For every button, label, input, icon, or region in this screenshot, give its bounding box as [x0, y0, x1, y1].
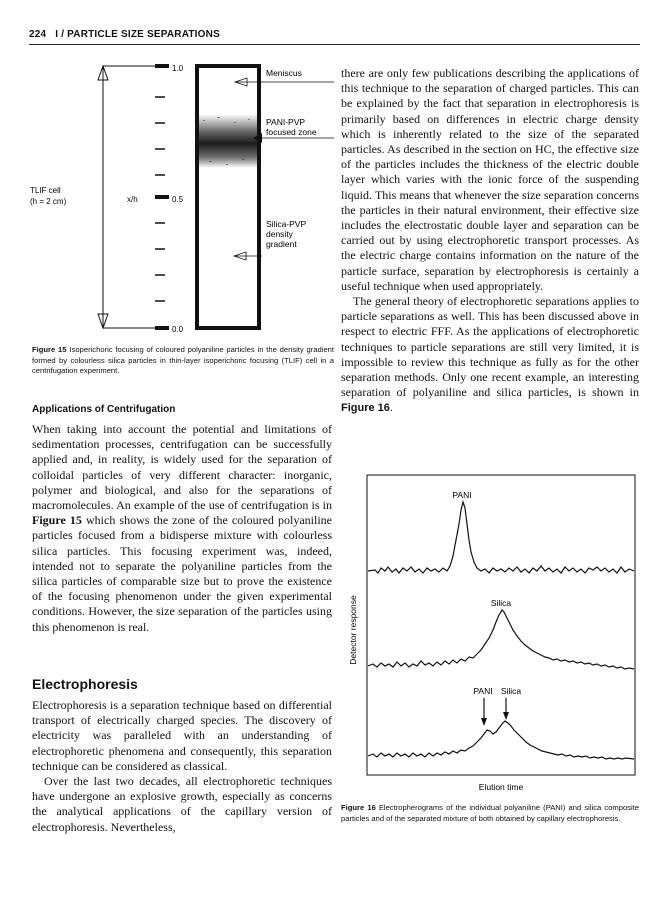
pani-focused-band [199, 114, 257, 168]
tick-major-mid [155, 195, 169, 199]
figure-16-caption-text: Electropherograms of the individual polyaniline (PANI) and silica composite particles and of the separated mixture of both obtained by capillary electrophoresis. [341, 803, 640, 823]
figure-15-reference[interactable]: Figure 15 [32, 513, 82, 528]
right-paragraph-2: The general theory of electrophoretic separations applies to particle separations as well. This has been discussed above in respect to electric FFF. As the applications of electrophoretic techniques to particle separations are still very limited, it is impossible to review this technique as fully as for the other separation methods. Only one recent example, an interesting separation of polyaniline and silica particles, is shown in Figure 16. [341, 294, 639, 415]
label-meniscus: Meniscus [266, 68, 302, 78]
figure-16-reference[interactable]: Figure 16 [341, 402, 390, 415]
applications-heading: Applications of Centrifugation [32, 404, 176, 415]
figure-16-caption-label: Figure 16 [341, 803, 376, 812]
label-pani-2: focused zone [266, 127, 317, 137]
trace-pani [368, 502, 634, 573]
electrophoresis-text [32, 698, 332, 835]
x-axis-label: Elution time [478, 782, 524, 792]
figure-16-frame [367, 475, 635, 775]
right-paragraph-1: there are only few publications describing the applications of this technique to the separation of charged particles. This can be explained by the fact that separation in electrophoresis is primarily based on differences in electric charge density which is inherently related to the size of the separated particles. As described in the section on HC, the effective size of the particles includes the thickness of the electric double layer which varies with the ionic force of the suspending liquid. This means that whenever the size separation concerns the particles in their natural environment, their effective size includes the electrostatic double layer and separation can be carried out by using electrophoretic transport processes. As the electric charge contains information on the nature of the particle surface, separation by electrophoresis is certainly a useful technique when used appropriately. [341, 66, 639, 293]
label-silica-1: Silica-PVP [266, 219, 307, 229]
right-column-text [341, 66, 639, 417]
electrophoresis-heading: Electrophoresis [32, 676, 138, 692]
trace-silica [368, 610, 634, 669]
figure-16-caption [341, 803, 639, 824]
tick-major-top [155, 64, 169, 68]
figure-15-caption-label: Figure 15 [32, 345, 67, 354]
label-silica-3: gradient [266, 239, 297, 249]
figure-15-diagram [29, 62, 334, 340]
label-pani-peak: PANI [452, 490, 472, 500]
tick-label-bottom: 0.0 [172, 325, 184, 334]
figure-15-caption [32, 345, 334, 377]
running-header [29, 29, 220, 40]
cell-label-height: (h = 2 cm) [30, 197, 67, 206]
cell-label-name: TLIF cell [30, 186, 61, 195]
trace-mixture [368, 721, 634, 759]
label-mix-silica: Silica [500, 686, 522, 696]
figure-16-chart [341, 472, 641, 792]
applications-paragraph: When taking into account the potential and limitations of sedimentation processes, centrifugation can be successfully applied and, in reality, is widely used for the separation of colloidal particles of very different character: inorganic, polymer and biological, and also for the separations of macromolecules. An example of the use of centrifugation is in Figure 15 which shows the zone of the coloured polyaniline particles focused from a bidisperse mixture with colourless silica particles. This focusing experiment was, indeed, intended not to separate the polyaniline particles from the silica particles of comparable size but to prove the existence of the focusing phenomenon under the given experimental conditions. However, the size separation of the particles using this phenomenon is real. [32, 422, 332, 634]
tick-label-mid: 0.5 [172, 195, 184, 204]
tick-label-top: 1.0 [172, 64, 184, 73]
axis-label-xh: x/h [127, 195, 138, 204]
header-rule [29, 44, 640, 45]
electrophoresis-paragraph-2: Over the last two decades, all electrophoretic techniques have undergone an explosive growth, especially as concerns the analytical applications of the capillary version of electrophoresis. Nevertheless, [32, 774, 332, 834]
label-silica-peak: Silica [490, 598, 512, 608]
label-silica-2: density [266, 229, 293, 239]
page-number: 224 [29, 29, 47, 40]
electrophoresis-paragraph-1: Electrophoresis is a separation technique based on differential transport of electrically charged species. The discovery of electricity was paralleled with an understanding of electrophoretic phenomena and consequently, this separation technique can be considered as classical. [32, 698, 332, 773]
tick-major-bottom [155, 326, 169, 330]
label-mix-pani: PANI [473, 686, 493, 696]
running-title: I / PARTICLE SIZE SEPARATIONS [55, 29, 220, 40]
label-pani-1: PANI-PVP [266, 117, 306, 127]
tlif-cell [197, 66, 259, 328]
y-axis-label: Detector response [348, 595, 358, 665]
figure-15-caption-text: Isoperichoric focusing of coloured polyaniline particles in the density gradient formed by colourless silica particles in thin-layer isoperichoric focusing (TLIF) cell in a centrifugation experiment. [32, 345, 334, 375]
